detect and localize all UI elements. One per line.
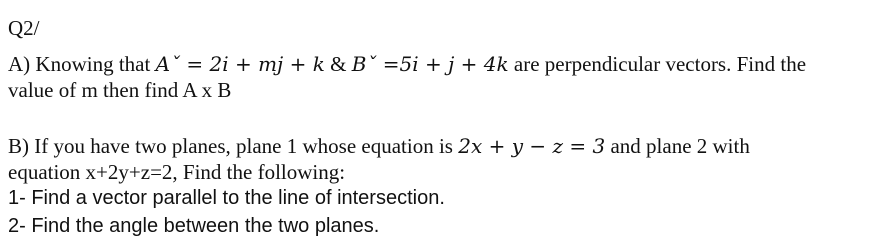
task-item-1: 1- Find a vector parallel to the line of intersection.: [8, 187, 445, 209]
task-item-2: 2- Find the angle between the two planes.: [8, 215, 380, 237]
vector-connector: &: [330, 52, 347, 76]
vector-a-equation: Aˇ = 2i + mj + k: [155, 52, 325, 76]
part-b-line-2: equation x+2y+z=2, Find the following:: [8, 160, 346, 184]
part-a-line-2: value of m then find A x B: [8, 78, 232, 102]
part-a-label: A) Knowing that: [8, 52, 151, 76]
part-b-intro: B) If you have two planes, plane 1 whose equation is: [8, 134, 453, 158]
part-b-line-1: [8, 134, 750, 158]
vector-b-equation: Bˇ =5i + j + 4k: [351, 52, 509, 76]
part-b-intro-end: and plane 2 with: [610, 134, 750, 158]
part-a-question: are perpendicular vectors. Find the: [513, 52, 807, 76]
part-a-line-1: [8, 52, 806, 76]
plane-1-equation: 2x + y − z = 3: [458, 134, 606, 158]
question-label: Q2/: [8, 16, 40, 40]
